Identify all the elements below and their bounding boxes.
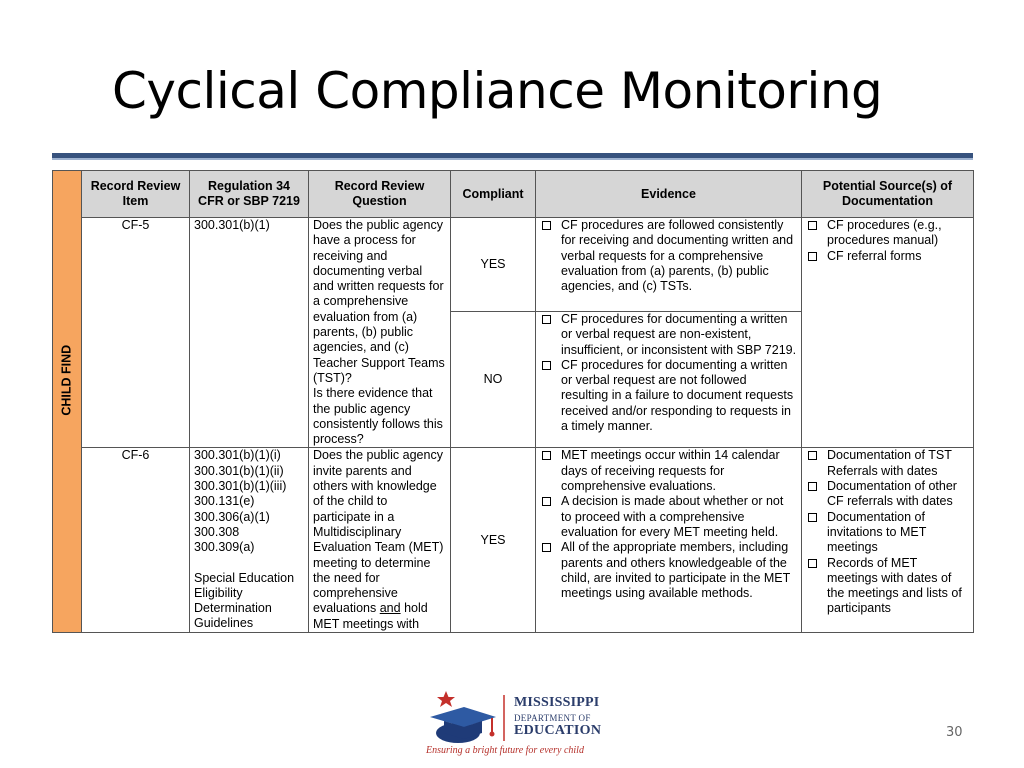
list-item — [540, 540, 797, 601]
list-item — [540, 448, 797, 494]
list-item — [806, 479, 969, 510]
list-item — [540, 358, 797, 434]
list-item — [806, 218, 969, 249]
logo-line-1: MISSISSIPPI — [514, 695, 600, 710]
cf6-question-and: and — [379, 601, 401, 616]
spacer — [194, 556, 304, 571]
checkbox-icon — [542, 361, 551, 370]
cf6-sources — [802, 448, 974, 633]
mde-logo — [424, 687, 600, 763]
checkbox-icon — [808, 451, 817, 460]
checkbox-icon — [542, 221, 551, 230]
header-question: Record Review Question — [309, 171, 451, 218]
logo-line-2: DEPARTMENT OF — [514, 713, 591, 723]
list-item — [540, 218, 797, 294]
header-compliant: Compliant — [451, 171, 536, 218]
source-text: Documentation of invitations to MET meetings — [827, 509, 927, 555]
cf6-question-b: hold MET meetings with — [313, 601, 428, 631]
list-item — [806, 510, 969, 556]
table-row-cf6 — [53, 448, 974, 633]
cf6-question-a: Does the public agency invite parents and others with knowledge of the child to participate in a Multidisciplinary Evaluation Team (MET) meeting to determine the need for comprehensive evaluations — [313, 448, 444, 616]
page-number: 30 — [946, 725, 963, 740]
evidence-text: CF procedures for documenting a written or verbal request are not followed resulting in a failure to document requests received and/or responding to requests in a timely manner. — [561, 357, 794, 434]
regulation-line: 300.301(b)(1)(ii) — [194, 463, 284, 478]
cf5-yes-label: YES — [480, 256, 506, 271]
cf6-evidence — [536, 448, 802, 633]
list-item — [540, 312, 797, 358]
checkbox-icon — [808, 559, 817, 568]
cf5-question-1: Does the public agency have a process for receiving and documenting verbal and written requests for a comprehensive evaluation from (a) parents, (b) public agencies, and (c) Teacher Support Teams (TST)? — [313, 218, 445, 385]
cf5-question — [309, 218, 451, 448]
category-side-cell — [53, 171, 82, 633]
cf5-no-label: NO — [483, 372, 503, 387]
checkbox-icon — [542, 451, 551, 460]
evidence-text: A decision is made about whether or not to proceed with a comprehensive evaluation for every MET meeting held. — [561, 494, 784, 539]
source-text: Documentation of TST Referrals with dates — [827, 448, 952, 478]
checkbox-icon — [808, 482, 817, 491]
header-sources: Potential Source(s) of Documentation — [802, 171, 974, 218]
source-text: Documentation of other CF referrals with dates — [827, 479, 957, 509]
regulation-line: 300.308 — [194, 524, 240, 539]
checkbox-icon — [542, 543, 551, 552]
table-row-cf5-yes — [53, 218, 974, 312]
source-text: Records of MET meetings with dates of the meetings and lists of participants — [827, 555, 962, 616]
cf6-item: CF-6 — [82, 448, 190, 633]
regulation-line: 300.301(b)(1)(iii) — [194, 479, 287, 494]
checkbox-icon — [808, 513, 817, 522]
logo-line-3: EDUCATION — [514, 723, 602, 738]
cf6-question — [309, 448, 451, 633]
source-text: CF referral forms — [827, 248, 922, 263]
category-label: CHILD FIND — [59, 344, 74, 416]
evidence-text: CF procedures for documenting a written or verbal request are non-existent, insufficient, or inconsistent with SBP 7219. — [561, 312, 797, 357]
regulation-line: 300.306(a)(1) — [194, 509, 270, 524]
checkbox-icon — [808, 221, 817, 230]
cf5-regulation: 300.301(b)(1) — [190, 218, 309, 448]
header-regulation: Regulation 34 CFR or SBP 7219 — [190, 171, 309, 218]
logo-tagline: Ensuring a bright future for every child — [426, 745, 584, 756]
cf5-question-2: Is there evidence that the public agency consistently follows this process? — [313, 386, 443, 447]
evidence-text: MET meetings occur within 14 calendar days of receiving requests for comprehensive evaluations. — [561, 448, 780, 494]
header-evidence: Evidence — [536, 171, 802, 218]
regulation-line: 300.131(e) — [194, 494, 255, 509]
list-item — [806, 249, 969, 264]
list-item — [540, 494, 797, 540]
header-record-item: Record Review Item — [82, 171, 190, 218]
cf5-item: CF-5 — [82, 218, 190, 448]
checkbox-icon — [808, 252, 817, 261]
title-divider-accent — [52, 158, 973, 160]
cf6-yes-cell — [451, 448, 536, 633]
cf5-yes-evidence — [536, 218, 802, 312]
header-row — [53, 171, 974, 218]
checkbox-icon — [542, 315, 551, 324]
cf5-no-cell — [451, 312, 536, 448]
graduation-cap-icon — [424, 687, 512, 747]
list-item — [806, 448, 969, 479]
list-item — [806, 556, 969, 617]
cf5-yes-cell — [451, 218, 536, 312]
checkbox-icon — [542, 497, 551, 506]
evidence-text: All of the appropriate members, including parents and others knowledgeable of the child, are invited to participate in the MET meetings using available methods. — [561, 540, 791, 601]
cf6-regulations — [190, 448, 309, 633]
compliance-table — [52, 170, 974, 633]
cf6-yes-label: YES — [480, 532, 506, 547]
cf5-sources — [802, 218, 974, 448]
regulation-note: Special Education Eligibility Determination Guidelines — [194, 570, 295, 631]
evidence-text: CF procedures are followed consistently for receiving and documenting written and verbal requests for a comprehensive evaluation from (a) parents, (b) public agencies, and (c) TSTs. — [561, 218, 794, 294]
source-text: CF procedures (e.g., procedures manual) — [827, 218, 942, 248]
slide-title: Cyclical Compliance Monitoring — [112, 62, 883, 120]
regulation-line: 300.309(a) — [194, 540, 255, 555]
regulation-line: 300.301(b)(1)(i) — [194, 448, 281, 463]
cf5-no-evidence — [536, 312, 802, 448]
